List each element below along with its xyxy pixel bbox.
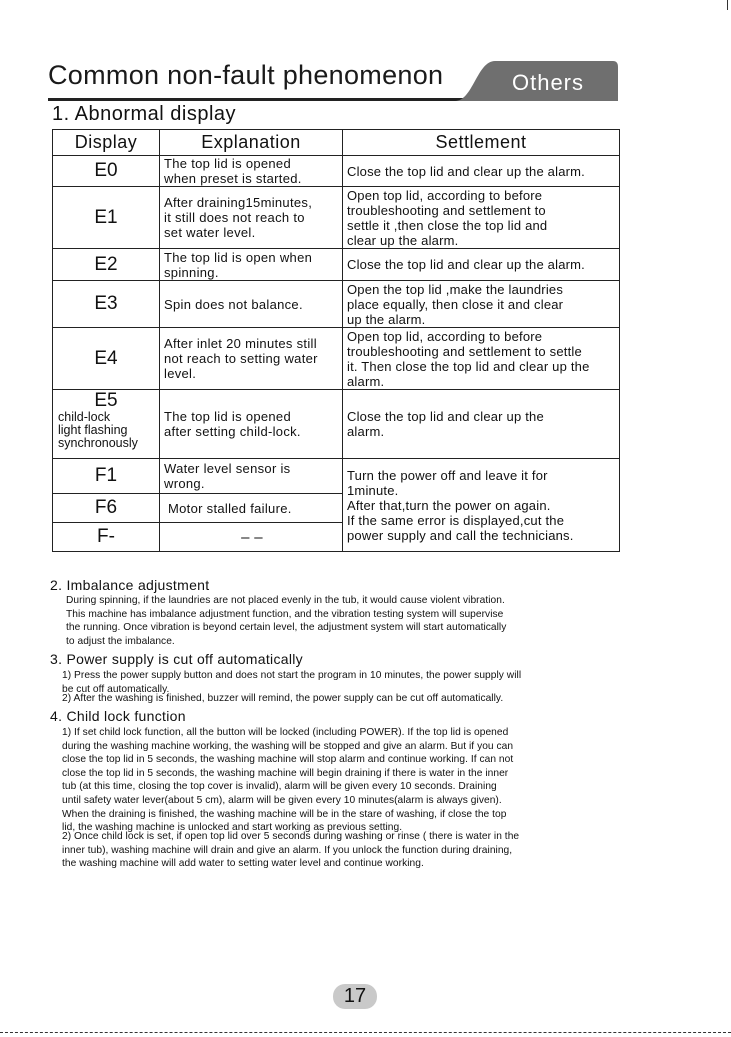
section-tab-label: Others [511, 70, 585, 95]
display-code-note: child-lock light flashing synchronously [58, 410, 138, 450]
explanation-cell: After draining15minutes, it still does not reach to set water level. [160, 187, 343, 249]
explanation-cell: The top lid is opened after setting child-lock. [160, 390, 343, 459]
table-row [53, 249, 620, 281]
settlement-cell: Close the top lid and clear up the alarm. [343, 390, 620, 459]
section-heading-abnormal-display: 1. Abnormal display [52, 103, 237, 125]
display-code: E1 [53, 187, 160, 249]
column-header-explanation: Explanation [160, 130, 343, 156]
explanation-cell: Spin does not balance. [160, 281, 343, 328]
list-item: 2) After the washing is finished, buzzer will remind, the power supply can be cut off automatically. [62, 693, 504, 704]
crop-mark-bottom [0, 1032, 731, 1033]
display-code: E2 [53, 249, 160, 281]
paragraph-imbalance: During spinning, if the laundries are not placed evenly in the tub, it would cause violent vibration. This machine has imbalance adjustment function, and the vibration testing system will supervise the running. Once vibration is beyond certain level, the adjustment system will start automatically to adjust the imbalance. [66, 595, 507, 647]
table-row [53, 459, 620, 494]
explanation-cell: Motor stalled failure. [160, 494, 343, 523]
display-code: E0 [53, 156, 160, 187]
settlement-cell: Open top lid, according to before troubleshooting and settlement to settle it. Then close the top lid and clear up the alarm. [343, 328, 620, 390]
table-row [53, 187, 620, 249]
section-heading-child-lock: 4. Child lock function [50, 708, 186, 724]
explanation-cell: The top lid is opened when preset is started. [160, 156, 343, 187]
section-heading-imbalance: 2. Imbalance adjustment [50, 577, 210, 593]
settlement-cell: Close the top lid and clear up the alarm. [343, 156, 620, 187]
list-item: 2) Once child lock is set, if open top lid over 5 seconds during washing or rinse ( there is water in the inner tub), washing machine will drain and give an alarm. If you unlock the function during draining, the washing machine will add water to setting water level and continue working. [62, 831, 520, 870]
abnormal-display-table [52, 129, 620, 552]
explanation-cell: – – [160, 523, 343, 552]
crop-mark-right [727, 0, 728, 10]
settlement-cell: Close the top lid and clear up the alarm. [343, 249, 620, 281]
column-header-settlement: Settlement [343, 130, 620, 156]
table-header-row [53, 130, 620, 156]
display-code: E3 [53, 281, 160, 328]
section-heading-power-cut: 3. Power supply is cut off automatically [50, 651, 303, 667]
display-code-cell [53, 390, 160, 459]
table-row [53, 390, 620, 459]
list-item: 1) Press the power supply button and does not start the program in 10 minutes, the power supply will be cut off automatically. [62, 670, 522, 695]
display-code: E5 [94, 390, 118, 411]
display-code: F6 [53, 494, 160, 523]
table-row [53, 281, 620, 328]
display-code: F1 [53, 459, 160, 494]
settlement-cell: Open the top lid ,make the laundries place equally, then close it and clear up the alarm. [343, 281, 620, 328]
settlement-cell-shared: Turn the power off and leave it for 1minute. After that,turn the power on again. If the same error is displayed,cut the power supply and call the technicians. [343, 459, 620, 552]
table-row [53, 328, 620, 390]
settlement-cell: Open top lid, according to before troubleshooting and settlement to settle it ,then close the top lid and clear up the alarm. [343, 187, 620, 249]
page-number: 17 [343, 985, 367, 1007]
display-code: E4 [53, 328, 160, 390]
page-title: Common non-fault phenomenon [48, 60, 444, 90]
list-item: 1) If set child lock function, all the button will be locked (including POWER). If the top lid is opened during the washing machine working, the washing will be stopped and give an alarm. But if you can close the top lid in 5 seconds, the washing machine will stop alarm and continue working. If can not close the top lid in 5 seconds, the washing machine will begin draining if there is water in the inner tub (at this time, closing the top cover is invalid), alarm will be given every 10 seconds. Draining until safety water lever(about 5 cm), alarm will be given every 10 minutes(alarm is always given). When the draining is finished, the washing machine will be in the stare of washing, if close the top lid, the washing machine is unlocked and start working as previous setting. [62, 727, 514, 834]
explanation-cell: The top lid is open when spinning. [160, 249, 343, 281]
explanation-cell: After inlet 20 minutes still not reach to setting water level. [160, 328, 343, 390]
display-code: F- [53, 523, 160, 552]
table-row [53, 156, 620, 187]
column-header-display: Display [53, 130, 160, 156]
explanation-cell: Water level sensor is wrong. [160, 459, 343, 494]
